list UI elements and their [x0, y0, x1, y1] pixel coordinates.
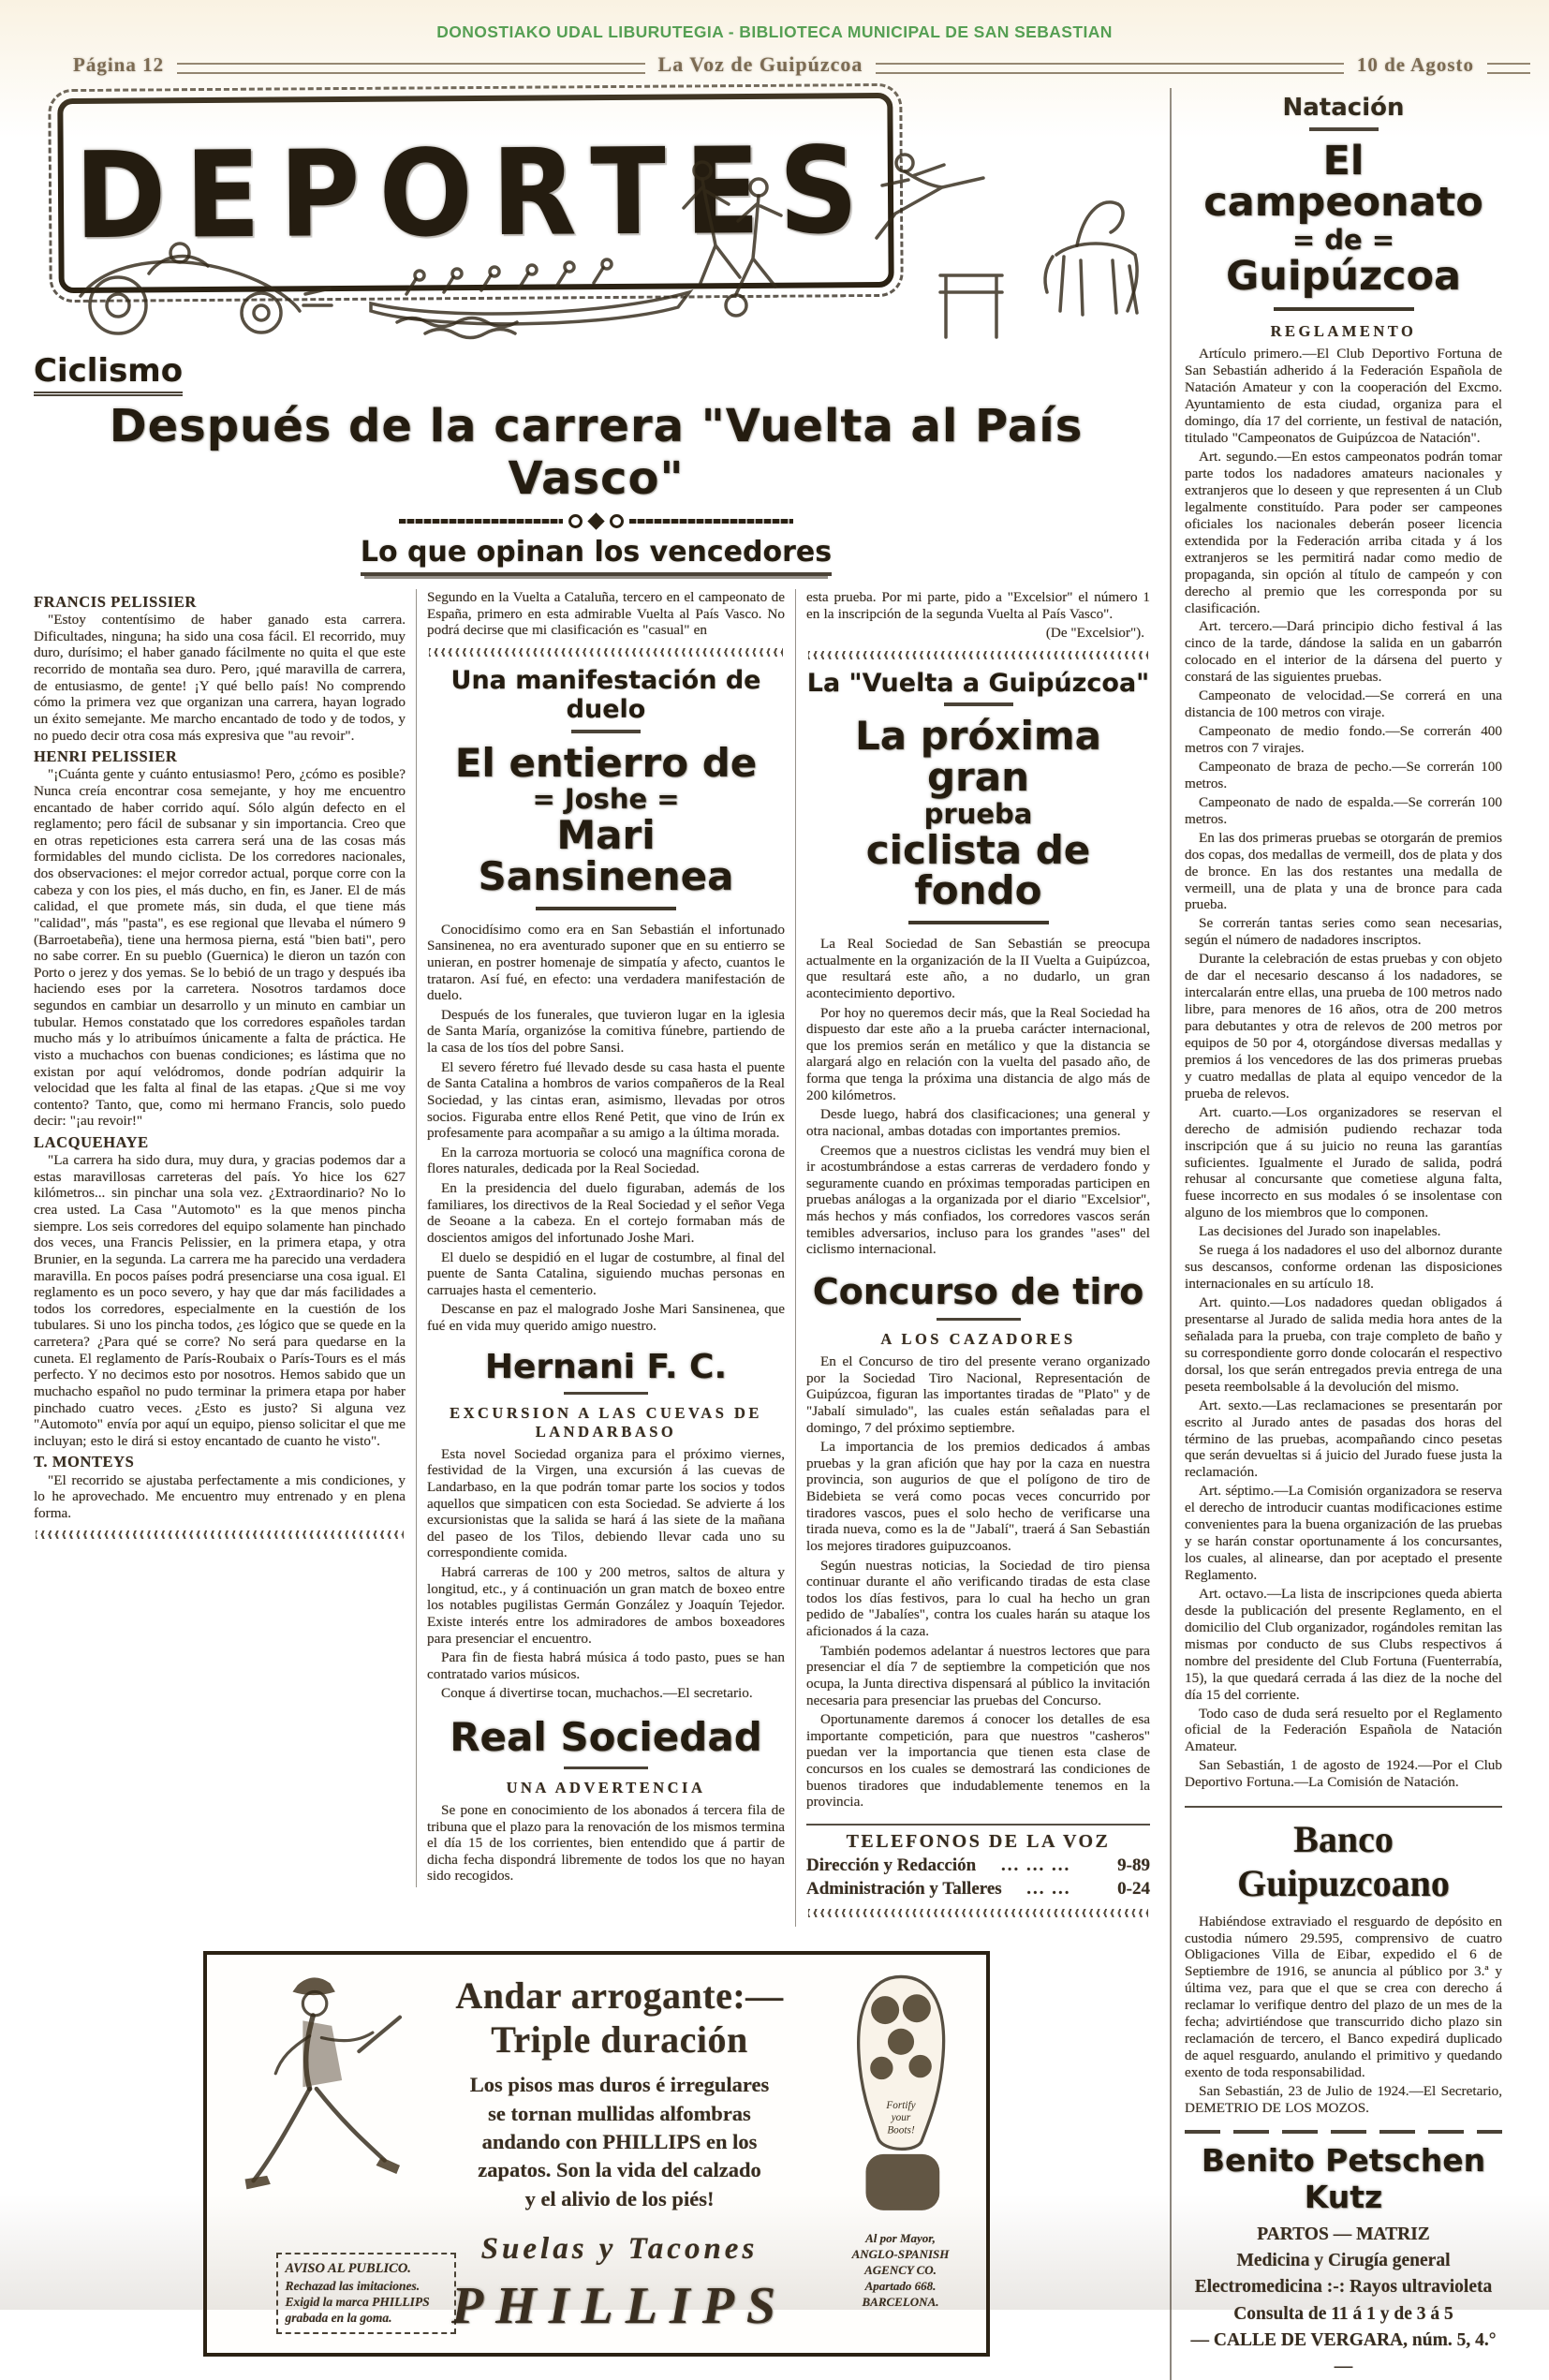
paragraph: Art. cuarto.—Los organizadores se reservan el derecho de admisión pudiendo rechazar toda inscripción que á su juicio no reuna las garantías suficientes. Igualmente el Jurado de salida, podrá rehusar al concursante que cometiese alguna falta, fuese incorrecto en sus modales ó se insolentase con alguno de los miembros que lo componen. — [1185, 1103, 1502, 1221]
article-subhead: REGLAMENTO — [1270, 321, 1417, 340]
paragraph: En las dos primeras pruebas se otorgarán de premios dos copas, dos medallas de vermeill, dos de plata y dos de bronce. En las dos restantes una medalla de vermeill, una de plata y una de bronce para cada prueba. — [1185, 829, 1502, 913]
headline-rule — [937, 1318, 1021, 1321]
headline-line: El campeonato — [1203, 137, 1483, 227]
library-watermark: DONOSTIAKO UDAL LIBURUTEGIA - BIBLIOTECA MUNICIPAL DE SAN SEBASTIAN — [436, 22, 1113, 41]
paragraph: Por hoy no queremos decir más, que la Real Sociedad ha dispuesto dar este año a la prueba carácter internacional, que los premios serán en metálico y que la distancia se alargará algo en relación con la vuelta del pasado año, de forma que tenga la próxima una distancia de algo más de 200 kilómetros. — [806, 1004, 1150, 1103]
doctor-name: Benito Petschen Kutz — [1201, 2141, 1486, 2215]
footballers-sketch — [684, 162, 781, 316]
article-vuelta-guipuzcoa — [806, 669, 1150, 1258]
petschen-ad — [1185, 2143, 1502, 2380]
issue-date: 10 de Agosto — [1356, 52, 1474, 76]
header-rule — [177, 63, 644, 74]
paragraph: Art. séptimo.—La Comisión organizadora se reserva el derecho de introducir cuantas modificaciones estime convenientes para la buena organización de las pruebas y se harán constar oportunamente á los concursantes, los cuales, al alinearse, dan por aceptado el presente Reglamento. — [1185, 1483, 1502, 1584]
paragraph: grabada en la goma. — [285, 2311, 392, 2326]
testimonial-henri — [34, 766, 406, 1130]
paragraph: Se ruega á los nadadores el uso del albornoz durante sus descansos, conforme ordenan las disposiciones internacionales en su artículo 18. — [1185, 1242, 1502, 1293]
paragraph: En la presidencia del duelo figuraban, además de los familiares, los directivos de la Real Sociedad y el señor Vega de Seoane a la cabeza. En el cortejo formaban más de doscientos amigos del infortunado Joshe Mari. — [427, 1180, 785, 1246]
phillips-ad-right — [831, 1968, 971, 2336]
article-body — [1185, 346, 1502, 1791]
paragraph: En la carroza mortuoria se colocó una magnífica corona de flores naturales, dedicada por la Real Sociedad. — [427, 1144, 785, 1177]
article-headline: Concurso de tiro — [812, 1270, 1144, 1312]
kicker-rule — [944, 702, 1013, 706]
newspaper-name: La Voz de Guipúzcoa — [657, 52, 863, 76]
testimonial-francis — [34, 612, 406, 744]
wavy-divider — [808, 651, 1148, 659]
subheadline: Lo que opinan los vencedores — [361, 536, 832, 576]
speaker-name: LACQUEHAYE — [34, 1133, 149, 1151]
paragraph: Consulta de 11 á 1 y de 3 á 5 — [1233, 2303, 1453, 2324]
paragraph: Descanse en paz el malogrado Joshe Mari Sansinenea, que fué en vida muy querido amigo nuestro. — [427, 1301, 785, 1335]
ornament-ring — [568, 514, 583, 528]
paragraph: Rechazad las imitaciones. — [285, 2279, 420, 2294]
phillips-headline: Andar arrogante:—Triple duración — [455, 1974, 784, 2062]
paragraph: Conocidísimo como era en San Sebastián el infortunado Sansinenea, no era aventurado suponer que en su entierro se unieran, en postrer homenaje de simpatía y afecto, cuantos le trataron. Así fué, en efecto: una verdadera manifestación de duelo. — [427, 921, 785, 1004]
rowing-boat-sketch — [371, 259, 689, 338]
telefonos-title: TELEFONOS DE LA VOZ — [846, 1830, 1111, 1852]
aviso-publico-box — [276, 2253, 456, 2334]
testimonial-continuation: Segundo en la Vuelta a Cataluña, tercero en el campeonato de España, primero en esta admirable Vuelta al País Vasco. No podrá decirse que mi clasificación es "casual" en — [427, 589, 785, 639]
paragraph: Al por Mayor, — [865, 2231, 936, 2246]
paragraph: También podemos adelantar á nuestros lectores que para presenciar el día 7 de septiembre la competición que nos ocupa, la Junta directiva dispensará al público la invitación necesaria para presenciar las pruebas del Concurso. — [806, 1642, 1150, 1708]
paragraph: Habrá carreras de 100 y 200 metros, saltos de altura y longitud, etc., y á continuación un gran match de boxeo entre los notables pugilistas Germán González y Joaquín Tejedor. Existe interés entre los admiradores de ambos boxeadores para presenciar el encuentro. — [427, 1564, 785, 1647]
telefonos-row — [806, 1879, 1150, 1900]
wavy-divider — [429, 648, 783, 657]
article-headline: Real Sociedad — [450, 1714, 762, 1761]
kicker-rule — [571, 730, 641, 733]
paragraph: Todo caso de duda será resuelto por el Reglamento oficial de la Federación Española de Natación Amateur. — [1185, 1705, 1502, 1755]
header-rule — [876, 63, 1343, 74]
article-subhead: A LOS CAZADORES — [880, 1329, 1076, 1348]
headline-line: = Joshe = — [532, 783, 680, 816]
page-content — [32, 88, 1536, 2380]
paragraph: Las decisiones del Jurado son inapelables. — [1199, 1223, 1441, 1240]
phillips-brand: PHILLIPS — [450, 2277, 789, 2336]
telefonos-row — [806, 1855, 1150, 1876]
page-number: Página 12 — [73, 52, 165, 76]
article-body — [427, 1446, 785, 1702]
paragraph: Art. sexto.—Las reclamaciones se presentarán por escrito al Jurado antes de pasadas dos horas del término de las pruebas, acompañando cinco pesetas que serán devueltas si á juicio del Jurado fuese justa la reclamación. — [1185, 1397, 1502, 1481]
article-headline — [1185, 137, 1502, 301]
paragraph: Art. quinto.—Los nadadores quedan obligados á presentarse al Jurado de salida media hora antes de la señalada para la prueba, con traje completo de baño y su correspondiente gorro donde colocarán el respectivo dorsal, los que serán entregados previa entrega de una peseta reembolsable á la devolución del mismo. — [1185, 1294, 1502, 1395]
horse-sketch — [1045, 202, 1137, 315]
paragraph: zapatos. Son la vida del calzado — [478, 2158, 761, 2182]
paragraph: ANGLO-SPANISH — [851, 2247, 950, 2262]
paragraph: La importancia de los premios dedicados á ambas pruebas y la gran afición que hay por la caza en nuestra provincia, son augurios de que el polígono de tiro de Bidebieta se verá como pocas veces concurrido por tiradores vascos, pues el solo hecho de verificarse una tirada nueva, como es la de "Jabalí", traerá á San Sebastián los mejores tiradores guipuzcoanos. — [806, 1439, 1150, 1554]
paragraph: Campeonato de medio fondo.—Se correrán 400 metros con 7 virajes. — [1185, 723, 1502, 757]
telefonos-number: 9-89 — [1117, 1855, 1150, 1876]
paragraph: "¡Cuánta gente y cuánto entusiasmo! Pero, ¿cómo es posible? Nunca creía encontrar cosa semejante, y hoy me encuentro encantado de haber corrido aquí. Sólo algún defecto en el reglamento; pero fácil de subsanar y sin importancia. Creo que en otras repeticiones esta carrera será una de las cosas más formidables del mundo ciclista. De los corredores nacionales, dos observaciones: el mejor corredor actual, porque corre con la cabeza y con los pies, el más ducho, en fin, es Janer. El de más calidad, el que promete más, sin duda, el que tiene más "calidad", más "pasta", es ese regional que llevaba el número 9 (Barroetabeña), tiene una hermosa pierna, está "bien bati", pero no sabe correr. En su pueblo (Guernica) le dieron un tazón con Porto o jerez y dos yemas. Se lo bebió de un trago y después iba haciendo eses por la carretera. Nosotros tardamos doce segundos en cambiar un desarrollo y un minuto en cambiar un tubular. Hemos constatado que los corredores españoles tardan mucho más y lo atribuímos únicamente a falta de práctica. He visto a muchachos con buenas condiciones; es lástima que no existan por aquí velódromos, donde podrían adquirir la velocidad que les falta al final de las etapas. ¿Que si me voy contento? Tanto, que, como mi hermano Francis, solo puedo decir: "¡au revoir!" — [34, 766, 406, 1130]
paragraph: BARCELONA. — [862, 2294, 939, 2309]
article-headline: Banco Guipuzcoano — [1237, 1818, 1450, 1905]
headline-line: ciclista de fondo — [865, 826, 1091, 914]
paragraph: y el alivio de los piés! — [524, 2186, 715, 2210]
speaker-name: FRANCIS PELISSIER — [34, 593, 197, 611]
paragraph: — CALLE DE VERGARA, núm. 5, 4.° — — [1190, 2329, 1497, 2377]
paragraph: San Sebastián, 23 de Julio de 1924.—El Secretario, DEMETRIO DE LOS MOZOS. — [1185, 2082, 1502, 2116]
paragraph: Oportunamente daremos á conocer los detalles de esa importante competición, para que nuestros "casheros" puedan ver la importancia que tienen esta clase de concursos en los cuales se demostrará las condiciones de buenos tiradores que indudablemente tenemos en la provincia. — [806, 1711, 1150, 1811]
headline-line: Guipúzcoa — [1225, 253, 1462, 301]
phillips-ad-center — [417, 1968, 823, 2336]
paragraph: Art. octavo.—La lista de inscripciones queda abierta desde la publicación del presente Reglamento, en el domicilio del Club organizador, rogándoles remitan las mismas por conducto de sus Clubs respectivos á nombre del presidente del Club Fortuna (Fuenterrabía, 15), la que quedará cerrada á las diez de la noche del día 15 del corriente. — [1185, 1585, 1502, 1703]
headline-line: Mari Sansinenea — [478, 812, 734, 899]
headline-rule — [908, 921, 1049, 924]
ornament-divider — [32, 514, 1160, 528]
right-column — [1170, 88, 1536, 2380]
section-rule — [1185, 2130, 1502, 2134]
telefonos-number: 0-24 — [1117, 1879, 1150, 1900]
shoe-sole-illustration — [831, 1968, 971, 2223]
main-section — [32, 88, 1160, 2357]
paragraph: Apartado 668. — [864, 2278, 937, 2293]
paragraph: "Estoy contentísimo de haber ganado esta carrera. Dificultades, ninguna; ha sido una cosa fácil. El recorrido, muy duro, durísimo; el haber ganado fácilmente no quita el que este recorrido de montaña sea duro. Pero, ¡qué maravilla de carrera, de entusiasmo, de gente! ¡Y qué bello país! No comprendo cómo la primera vez que organizan una carrera, hayan logrado un éxito semejante. Me marcho encantado de todo y de todos, y no puedo decir otra cosa más expresiva que "au revoir". — [34, 612, 406, 744]
headline-line: = de = — [1291, 224, 1395, 257]
header-rule — [1487, 63, 1530, 74]
main-headline: Después de la carrera "Vuelta al País Vasco" — [109, 400, 1084, 505]
article-subhead: UNA ADVERTENCIA — [506, 1778, 706, 1796]
article-kicker: Una manifestación de duelo — [450, 665, 761, 725]
article-body — [1185, 1914, 1502, 2117]
paragraph: Desde luego, habrá dos clasificaciones; una general y otra nacional, ambas dotadas con importantes premios. — [806, 1106, 1150, 1139]
testimonial-monteys — [34, 1472, 406, 1522]
ornament-bar — [629, 519, 793, 524]
article-body — [427, 1802, 785, 1885]
paragraph: El duelo se despidió en el lugar de costumbre, al final del puente de Santa Catalina, siguiendo muchas personas en carruajes hasta el cementerio. — [427, 1249, 785, 1298]
paragraph: Medicina y Cirugía general — [1236, 2250, 1451, 2270]
article-body — [806, 936, 1150, 1258]
paragraph: andando con PHILLIPS en los — [481, 2129, 758, 2153]
telefonos-label: Administración y Talleres — [806, 1879, 1002, 1900]
headline-rule — [1274, 307, 1414, 311]
paragraph: Art. segundo.—En estos campeonatos podrán tomar parte todos los nadadores amateurs nacionales y extranjeros que lo deseen y que representen á un Club legalmente constituído. Para poder ser campeones oficiales los nacionales deberán poseer licencia extendida por la Federación arriba citada y á los extranjeros se les permitirá nadar como medio de propaganda, sin opción al título de campeón y con derecho al premio que les corresponda por su clasificación. — [1185, 449, 1502, 616]
paragraph: La Real Sociedad de San Sebastián se preocupa actualmente en la organización de la II Vuelta a Guipúzcoa, que resultará este año, a no dudarlo, un gran acontecimiento deportivo. — [806, 936, 1150, 1001]
dot-leaders: ... ... — [1026, 1879, 1071, 1900]
headline-rule — [564, 1767, 648, 1769]
sole-caption-line: your — [891, 2112, 910, 2124]
paragraph: Electromedicina :-: Rayos ultravioleta — [1194, 2277, 1493, 2298]
aviso-title: AVISO AL PUBLICO. — [285, 2261, 411, 2277]
article-body — [806, 1353, 1150, 1811]
phillips-ad-left — [222, 1968, 430, 2336]
paragraph: Campeonato de nado de espalda.—Se correrán 100 metros. — [1185, 793, 1502, 827]
paragraph: Después de los funerales, que tuvieron lugar en la iglesia de Santa María, organizóse la comitiva fúnebre, partiendo de la casa de los tíos del pobre Sansi. — [427, 1006, 785, 1057]
section-rule — [1185, 1806, 1502, 1808]
hurdler-sketch — [877, 155, 1002, 337]
section-ciclismo — [32, 348, 1160, 576]
sole-caption-line: Boots! — [886, 2124, 915, 2136]
paragraph: Habiéndose extraviado el resguardo de depósito en custodia número 29.595, comprensivo de cuatro Obligaciones Villa de Eibar, expedido el 6 de Septiembre de 1916, se anuncia al público por 3.ª y última vez, para que el que se crea con derecho á reclamar lo verifique dentro del plazo de un mes de la fecha; advirtiéndose que transcurrido dicho plazo sin reclamación de tercero, el Banco expedirá duplicado de aquel resguardo, anulando el primitivo y quedando exento de toda responsabilidad. — [1185, 1913, 1502, 2081]
paragraph: Esta novel Sociedad organiza para el próximo viernes, festividad de la Virgen, una excursión á las cuevas de Landarbaso, en la que podrán tomar parte los socios y todos aquellos que simpaticen con esta Sociedad. Se advierte á los excursionistas que la salida se hará á las siete de la mañana del paseo de los Tilos, debiendo llevar cada uno su correspondiente comida. — [427, 1445, 785, 1561]
aviso-lines — [286, 2279, 447, 2327]
article-headline — [427, 739, 785, 899]
column-2 — [416, 589, 795, 1887]
paragraph: "El recorrido se ajustaba perfectamente a mis condiciones, y lo he aprovechado. Me encuentro muy entrenado y en plena forma. — [34, 1471, 406, 1521]
page-header — [73, 52, 1530, 81]
article-subhead: EXCURSION A LAS CUEVAS DE LANDARBASO — [450, 1404, 762, 1441]
phillips-ad — [203, 1951, 990, 2357]
phillips-product-line: Suelas y Tacones — [480, 2232, 759, 2267]
testimonial-continuation: esta prueba. Por mi parte, pido a "Excelsior" el número 1 en la inscripción de la segunda Vuelta al País Vasco". — [806, 589, 1150, 622]
headline-rule — [536, 907, 676, 910]
dot-leaders: ... ... ... — [1000, 1855, 1071, 1876]
testimonial-lacquehaye — [34, 1152, 406, 1449]
paragraph: San Sebastián, 1 de agosto de 1924.—Por el Club Deportivo Fortuna.—La Comisión de Natación. — [1185, 1757, 1502, 1791]
speaker-name: HENRI PELISSIER — [34, 747, 178, 766]
deportes-masthead — [32, 88, 1160, 348]
article-duelo — [427, 666, 785, 1335]
paragraph: PARTOS — MATRIZ — [1257, 2224, 1430, 2244]
paragraph: El severo féretro fué llevado desde su casa hasta el puente de Santa Catalina a hombros de varios compañeros de la Real Sociedad, y las cintas eran, asimismo, llevadas por otros socios. Figuraba entre ellos René Petit, que vino de Irún ex profesamente para acompañar a su amigo a la última morada. — [427, 1058, 785, 1142]
column-3 — [795, 589, 1160, 1927]
paragraph: En el Concurso de tiro del presente verano organizado por la Sociedad Tiro Nacional, Representación de Guipúzcoa, figuran las importantes tiradas de "Plato" y de "Jabalí simulado", las cuales están señaladas para el domingo, 7 del próximo septiembre. — [806, 1353, 1150, 1436]
article-concurso-tiro — [806, 1271, 1150, 1811]
wavy-divider — [36, 1530, 404, 1539]
telefonos-label: Dirección y Redacción — [806, 1855, 977, 1876]
sole-caption-line: Fortify — [885, 2100, 916, 2112]
paragraph: Art. tercero.—Dará principio dicho festival á las cinco de la tarde, dándose la salida en un gabarrón colocado en el interior de la dársena del puerto y constará de las siguientes pruebas. — [1185, 618, 1502, 686]
paragraph: Artículo primero.—El Club Deportivo Fortuna de San Sebastián adherido á la Federación Española de Natación Amateur y con la cooperación del Excmo. Ayuntamiento de esta ciudad, organiza para el domingo, día 17 del corriente, un festival de natación, titulado "Campeonatos de Guipúzcoa de Natación". — [1185, 346, 1502, 447]
paragraph: Exigid la marca PHILLIPS — [285, 2295, 430, 2310]
doctor-info — [1185, 2222, 1502, 2380]
subheadline-wrap — [32, 536, 1160, 576]
ornament-ring — [610, 514, 624, 528]
wavy-divider — [808, 1909, 1148, 1917]
article-banco — [1185, 1817, 1502, 2117]
section-label-natacion: Natación — [1282, 94, 1405, 122]
article-body — [427, 922, 785, 1335]
race-car-sketch — [81, 244, 332, 333]
column-1 — [32, 589, 416, 1548]
section-label: Ciclismo — [34, 352, 183, 396]
headline-line: El entierro de — [454, 739, 758, 786]
paragraph: Los pisos mas duros é irregulares — [469, 2073, 770, 2097]
paragraph: Durante la celebración de estas pruebas y con objeto de dar el necesario descanso á los nadadores, se intercalarán entre ellas, una prueba de 100 metros nado libre, para menores de 16 años, otra de 200 metros para debutantes y otra de relevos de 200 metros por equipos de 50 por 4, otorgándose diversas medallas y premios á los vencedores de las dos primeras pruebas y cuatro medallas de plata al equipo vencedor de la prueba de relevos. — [1185, 951, 1502, 1101]
paragraph: Según nuestras noticias, la Sociedad de tiro piensa continuar durante el año verificando tiradas de esta clase todos los días festivos, para lo cual ha hecho un gran pedido de "Jabalíes", contra los cuales harán su ataque los aficionados á la caza. — [806, 1557, 1150, 1640]
headline-line: La próxima gran — [855, 713, 1101, 800]
distributor-info — [831, 2231, 971, 2310]
ornament-bar — [399, 519, 563, 524]
article-headline — [806, 713, 1150, 914]
striding-man-illustration — [222, 1968, 428, 2249]
headline-line: prueba — [923, 797, 1033, 830]
phillips-body — [417, 2071, 823, 2213]
deportes-title: DEPORTES — [73, 120, 878, 266]
paragraph: se tornan mullidas alfombras — [488, 2101, 751, 2125]
paragraph: Conque á divertirse tocan, muchachos.—El secretario. — [441, 1685, 753, 1702]
paragraph: Para fin de fiesta habrá música á todo pasto, pues se han contratado varios músicos. — [427, 1649, 785, 1682]
speaker-name: T. MONTEYS — [34, 1453, 135, 1471]
columns-row — [32, 589, 1160, 1927]
article-hernani — [427, 1348, 785, 1702]
article-real-sociedad — [427, 1715, 785, 1885]
paragraph: Creemos que a nuestros ciclistas les vendrá muy bien el ir acostumbrándose a estas carreras de verdadero fondo y seguramente cuando en próximas temporadas participen en pruebas análogas a la organizada por el diario "Excelsior", más hechos y más confiados, los corredores vascos serán temibles adversarios, incluso para los grandes "ases" del ciclismo internacional. — [806, 1142, 1150, 1258]
telefonos-box — [806, 1824, 1150, 1917]
paragraph: Campeonato de braza de pecho.—Se correrán 100 metros. — [1185, 758, 1502, 791]
kicker-rule — [1309, 127, 1379, 131]
paragraph: Campeonato de velocidad.—Se correrá en una distancia de 100 metros con viraje. — [1185, 687, 1502, 721]
article-natacion — [1185, 94, 1502, 1791]
headline-rule — [564, 1392, 648, 1395]
article-headline: Hernani F. C. — [484, 1347, 728, 1386]
ornament-diamond — [587, 512, 604, 529]
paragraph: AGENCY CO. — [864, 2263, 937, 2278]
sports-illustration — [32, 88, 1160, 348]
paragraph: Se correrán tantas series como sean necesarias, según el número de nadadores inscriptos. — [1185, 915, 1502, 949]
source-credit: (De "Excelsior"). — [1045, 625, 1144, 642]
paragraph: "La carrera ha sido dura, muy dura, y gracias podemos dar a estas maravillosas carreteras del país. Yo hice los 627 kilómetros... sin pinchar una sola vez. ¿Extraordinario? No lo crea usted. La Casa "Automoto" es la que menos pincha siempre. Los seis corredores del equipo solamente han pinchado dos veces, una Francis Pelissier, en la primera etapa, y otra Brunier, en la segunda. La carrera me ha parecido una verdadera maravilla. En pocos países podrá presenciarse una cosa igual. El reglamento es un poco severo, y hay que dar más facilidades a todos los corredores, especialmente en la cuestión de los tubulares. Si uno los pincha todos, ¿es lógico que se quede en la carretera? ¿Para qué se corre? No será para quedarse en la cuneta. El reglamento de París-Roubaix o París-Tours es el más perfecto. Y no decimos esto por nosotros. Hemos sabido que un muchacho español no pudo terminar la primera etapa por haber pinchado cuatro veces. ¿Esto es justo? Si alguna vez "Automoto" envía por aquí un equipo, pienso solicitar el que me incluyan; esto le dirá si estoy encantado de cuanto he visto". — [34, 1152, 406, 1449]
paragraph: Se pone en conocimiento de los abonados á tercera fila de tribuna que el plazo para la renovación de los mismos termina el día 15 de los corrientes, bien entendido que á partir de dicha fecha dispondrá libremente de todos los que no hayan sido recogidos. — [427, 1801, 785, 1885]
article-kicker: La "Vuelta a Guipúzcoa" — [806, 668, 1150, 698]
